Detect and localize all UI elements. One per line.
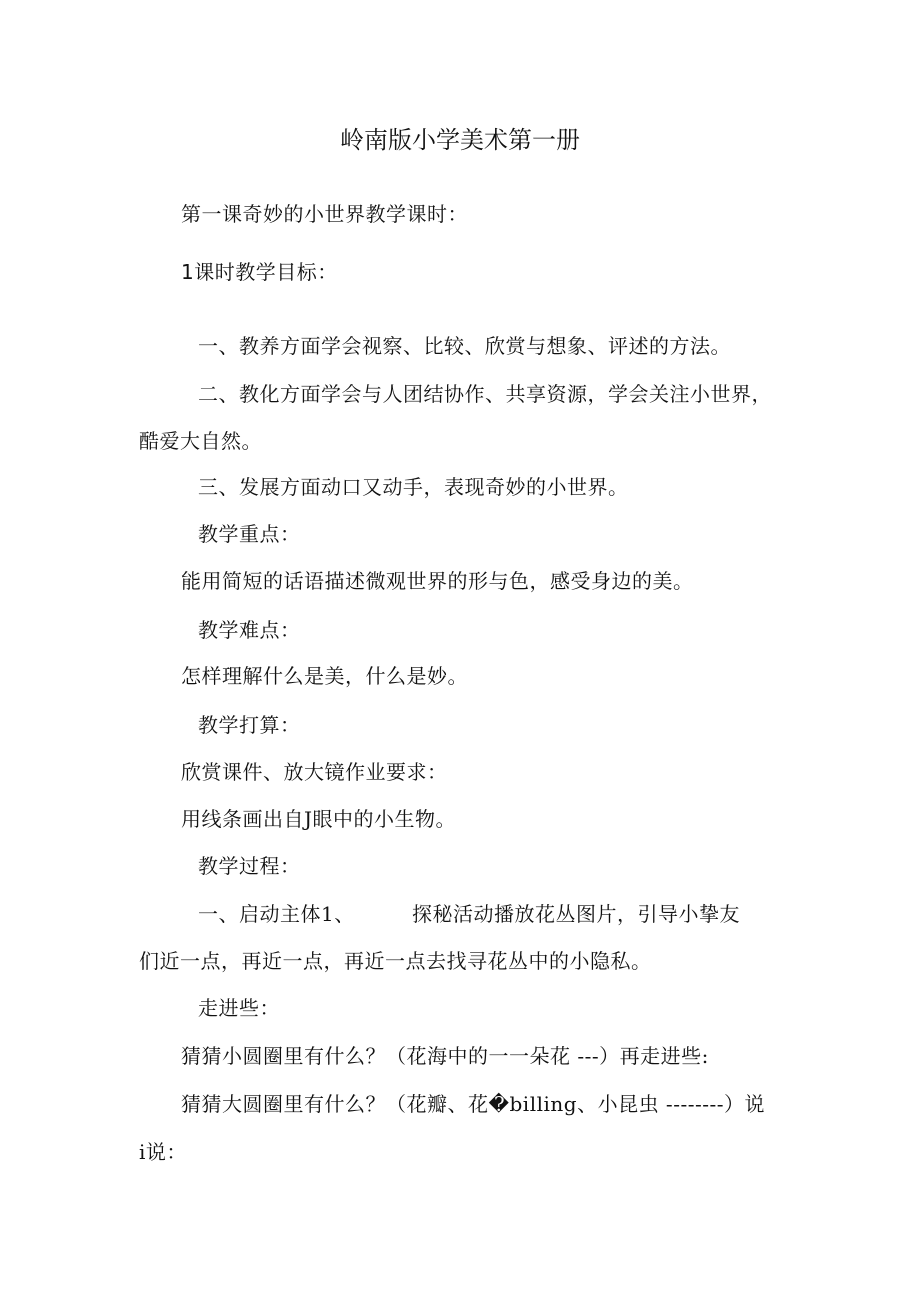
- text-line: 走进些：: [198, 996, 280, 1020]
- text-line: 三、发展方面动口又动手，表现奇妙的小世界。: [198, 475, 629, 499]
- text-line: 猜猜小圆圈里有什么？（花海中的一一朵花 ---）再走进些:: [181, 1044, 709, 1068]
- text-line: 1课时教学目标：: [181, 260, 338, 284]
- text-line: 能用简短的话语描述微观世界的形与色，感受身边的美。: [181, 569, 694, 593]
- text-line: 探秘活动播放花丛图片，引导小挚友: [412, 902, 740, 926]
- text-line: 怎样理解什么是美，什么是妙。: [181, 664, 468, 688]
- text-line: 猜猜大圆圈里有什么？（花瓣、花�billing、小昆虫 --------）说: [181, 1092, 765, 1116]
- text-line: 用线条画出自J眼中的小生物。: [181, 807, 457, 831]
- text-line: 教学难点：: [198, 618, 301, 642]
- text-line: 二、教化方面学会与人团结协作、共享资源，学会关注小世界，: [198, 382, 772, 406]
- text-line: 第一课奇妙的小世界教学课时：: [181, 202, 468, 226]
- text-line: 酷爱大自然。: [139, 429, 262, 453]
- text-line: 一、教养方面学会视察、比较、欣赏与想象、评述的方法。: [198, 334, 731, 358]
- document-title: 岭南版小学美术第一册: [340, 126, 580, 154]
- text-line: 教学过程：: [198, 854, 301, 878]
- text-line: i说：: [139, 1140, 187, 1164]
- text-line: 教学重点：: [198, 522, 301, 546]
- text-line: 欣赏课件、放大镜作业要求：: [181, 760, 448, 784]
- text-line: 们近一点，再近一点，再近一点去找寻花丛中的小隐私。: [139, 949, 652, 973]
- text-line: 教学打算：: [198, 713, 301, 737]
- text-line: 一、启动主体1、: [198, 902, 355, 926]
